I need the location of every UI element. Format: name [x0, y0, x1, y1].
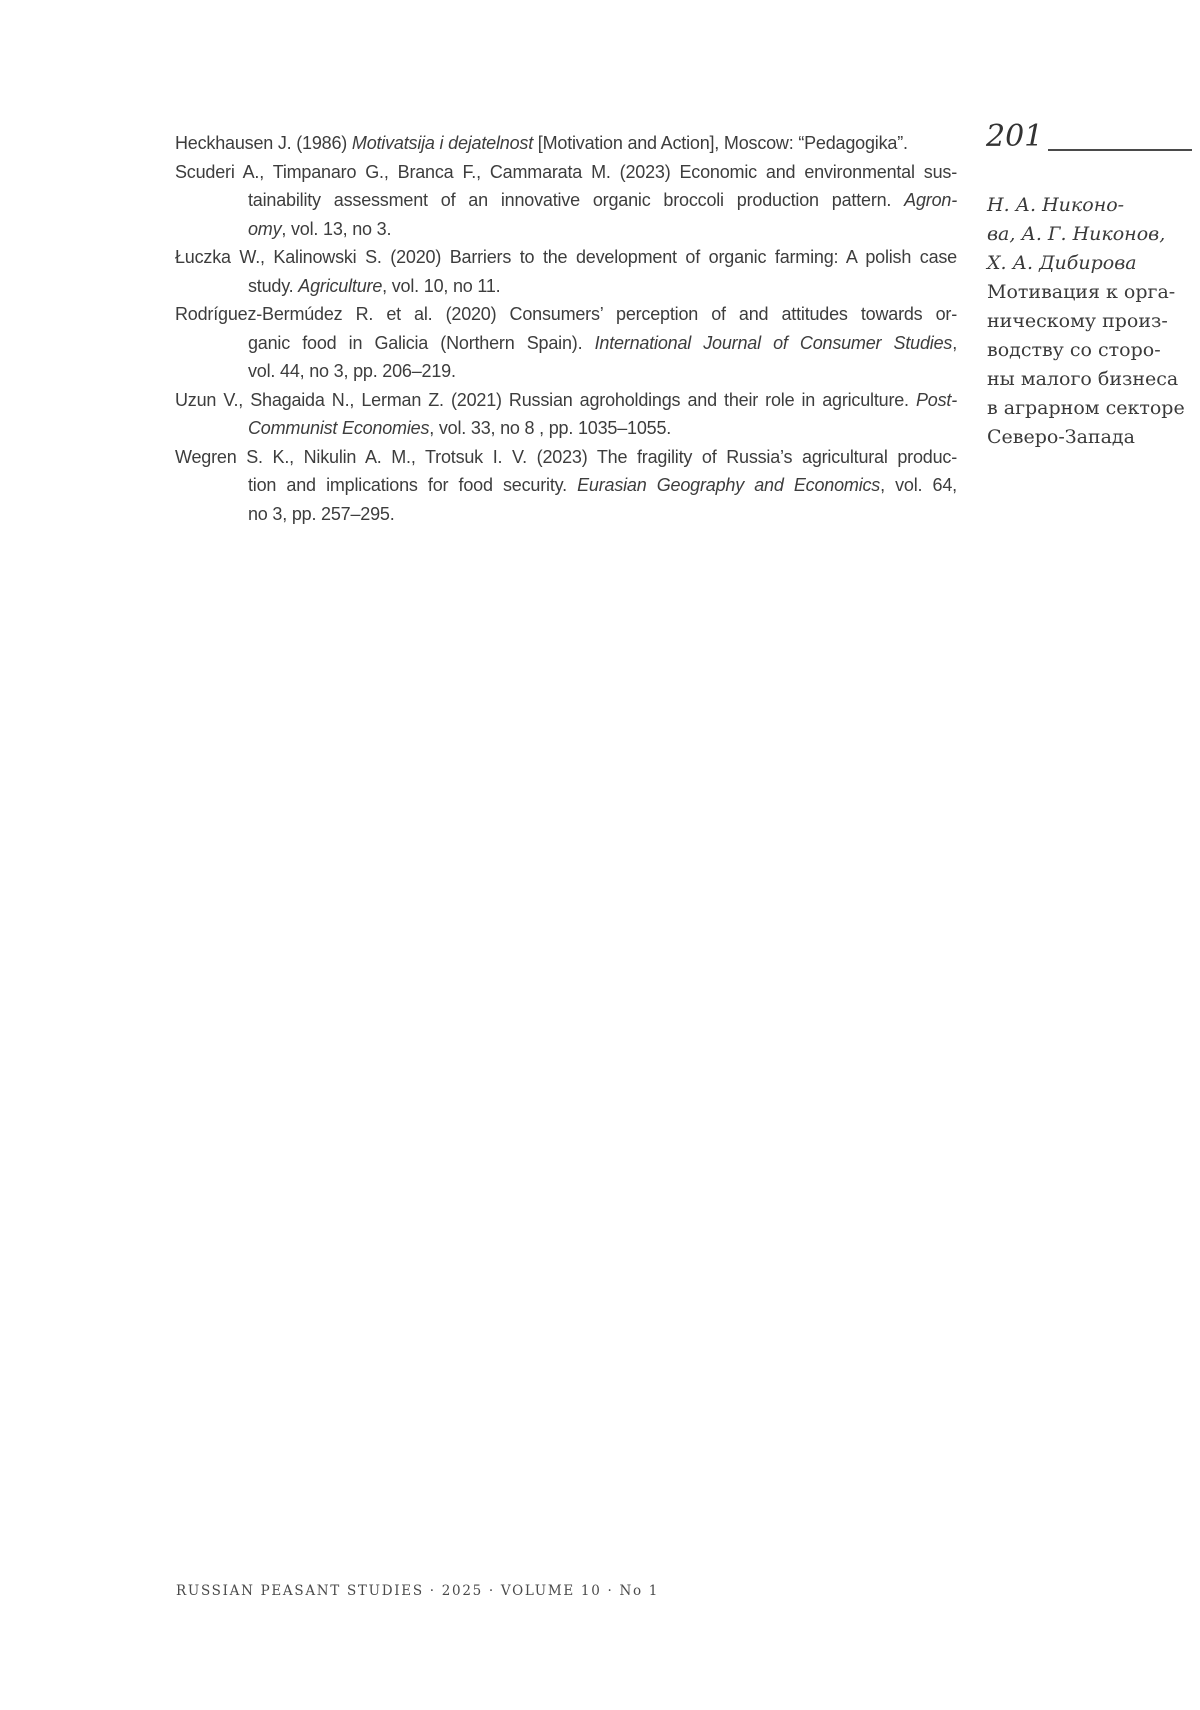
- margin-title-line: Северо-Запада: [987, 426, 1135, 448]
- reference-line: Wegren S. K., Nikulin A. M., Trotsuk I. V. (2023) The fragility of Russia’s agricultural produc-: [175, 446, 957, 467]
- margin-title-line: водству со сторо-: [987, 339, 1161, 361]
- journal-footer: RUSSIAN PEASANT STUDIES · 2025 · VOLUME 10 · No 1: [176, 1583, 660, 1599]
- margin-author-line: Н. А. Никоно-: [987, 194, 1125, 216]
- reference-line: study. Agriculture, vol. 10, no 11.: [248, 275, 501, 296]
- reference-line: Scuderi A., Timpanaro G., Branca F., Cammarata M. (2023) Economic and environmental sus-: [175, 161, 957, 182]
- references-list: [175, 129, 957, 528]
- reference-line: Communist Economies, vol. 33, no 8 , pp. 1035–1055.: [248, 418, 672, 438]
- reference-line: tainability assessment of an innovative organic broccoli production pattern. Agron-: [248, 190, 957, 210]
- margin-title-line: Мотивация к орга-: [987, 281, 1176, 303]
- reference-entry: [175, 443, 957, 529]
- margin-author-line: Х. А. Дибирова: [987, 252, 1137, 274]
- reference-entry: [175, 243, 957, 300]
- reference-line: omy, vol. 13, no 3.: [248, 218, 392, 239]
- reference-line: Łuczka W., Kalinowski S. (2020) Barriers to the development of organic farming: A polish case: [175, 247, 957, 267]
- reference-line: ganic food in Galicia (Northern Spain). International Journal of Consumer Studies,: [248, 332, 957, 353]
- margin-title-line: ническому произ-: [987, 310, 1168, 332]
- reference-entry: [175, 300, 957, 386]
- margin-note: [987, 191, 1200, 452]
- reference-line: no 3, pp. 257–295.: [248, 503, 395, 524]
- header-rule: [1048, 149, 1192, 151]
- reference-line: Uzun V., Shagaida N., Lerman Z. (2021) Russian agroholdings and their role in agriculture. Post-: [175, 389, 957, 410]
- reference-line: tion and implications for food security. Eurasian Geography and Economics, vol. 64,: [248, 475, 957, 495]
- reference-line: vol. 44, no 3, pp. 206–219.: [248, 361, 456, 381]
- reference-line: Heckhausen J. (1986) Motivatsija i dejatelnost [Motivation and Action], Moscow: “Pedagogika”.: [175, 133, 908, 153]
- reference-entry: [175, 129, 957, 158]
- reference-entry: [175, 158, 957, 244]
- margin-title-line: ны малого бизнеса: [987, 368, 1179, 390]
- reference-line: Rodríguez-Bermúdez R. et al. (2020) Consumers’ perception of and attitudes towards or-: [175, 304, 957, 324]
- page-number: 201: [986, 119, 1044, 154]
- margin-author-line: ва, А. Г. Никонов,: [987, 223, 1166, 245]
- margin-title-line: в аграрном секторе: [987, 397, 1185, 419]
- reference-entry: [175, 386, 957, 443]
